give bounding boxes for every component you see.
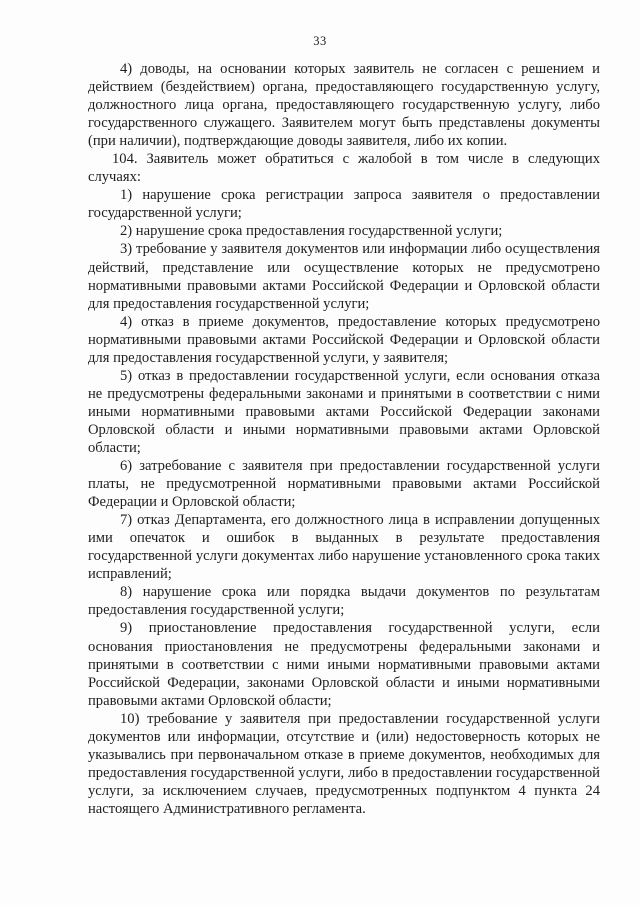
paragraph-case-5: 5) отказ в предоставлении государственной услуги, если основания отказа не предусмотрены федеральными законами и принятыми в соответствии с ними иными нормативными правовыми актами Российской Федерации законами Орловской области и иными нормативными правовыми актами Орловской области; <box>88 367 600 456</box>
paragraph-case-6: 6) затребование с заявителя при предоставлении государственной услуги платы, не предусмотренной нормативными правовыми актами Российской Федерации и Орловской области; <box>88 458 600 511</box>
paragraph-case-2: 2) нарушение срока предоставления государственной услуги; <box>120 223 503 240</box>
paragraph-case-4: 4) отказ в приеме документов, предоставление которых предусмотрено нормативными правовыми актами Российской Федерации и Орловской области для предоставления государственной услуги, у заявителя; <box>88 313 600 366</box>
page-number: 33 <box>313 34 327 48</box>
paragraph-item-4-arguments: 4) доводы, на основании которых заявитель не согласен с решением и действием (бездействием) органа, предоставляющего государственную услугу, должностного лица органа, предоставляющего государственную услугу, либо государственного служащего. Заявителем могут быть представлены документы (при наличии), подтверждающие доводы заявителя, либо их копии. <box>88 61 600 150</box>
paragraph-case-10: 10) требование у заявителя при предоставлении государственной услуги документов или информации, отсутствие и (или) недостоверность которых не указывались при первоначальном отказе в приеме документов, необходимых для предоставления государственной услуги, либо в предоставлении государственной услуги, за исключением случаев, предусмотренных подпунктом 4 пункта 24 настоящего Административного регламента. <box>88 710 600 817</box>
paragraph-case-8: 8) нарушение срока или порядка выдачи документов по результатам предоставления государственной услуги; <box>88 584 600 619</box>
paragraph-case-9: 9) приостановление предоставления государственной услуги, если основания приостановления не предусмотрены федеральными законами и принятыми в соответствии с ними иными нормативными правовыми актами Российской Федерации, законами Орловской области и иными нормативными правовыми актами Орловской области; <box>88 620 600 709</box>
paragraph-case-1: 1) нарушение срока регистрации запроса заявителя о предоставлении государственной услуги; <box>88 187 600 222</box>
paragraph-case-7: 7) отказ Департамента, его должностного лица в исправлении допущенных ими опечаток и ошибок в выданных в результате предоставления государственной услуги документах либо нарушение установленного срока таких исправлений; <box>88 512 600 583</box>
paragraph-104-complaint-cases: 104. Заявитель может обратиться с жалобой в том числе в следующих случаях: <box>88 151 600 186</box>
paragraph-case-3: 3) требование у заявителя документов или информации либо осуществления действий, представление или осуществление которых не предусмотрено нормативными правовыми актами Российской Федерации и Орловской области для предоставления государственной услуги; <box>88 241 600 312</box>
document-body <box>88 60 600 818</box>
